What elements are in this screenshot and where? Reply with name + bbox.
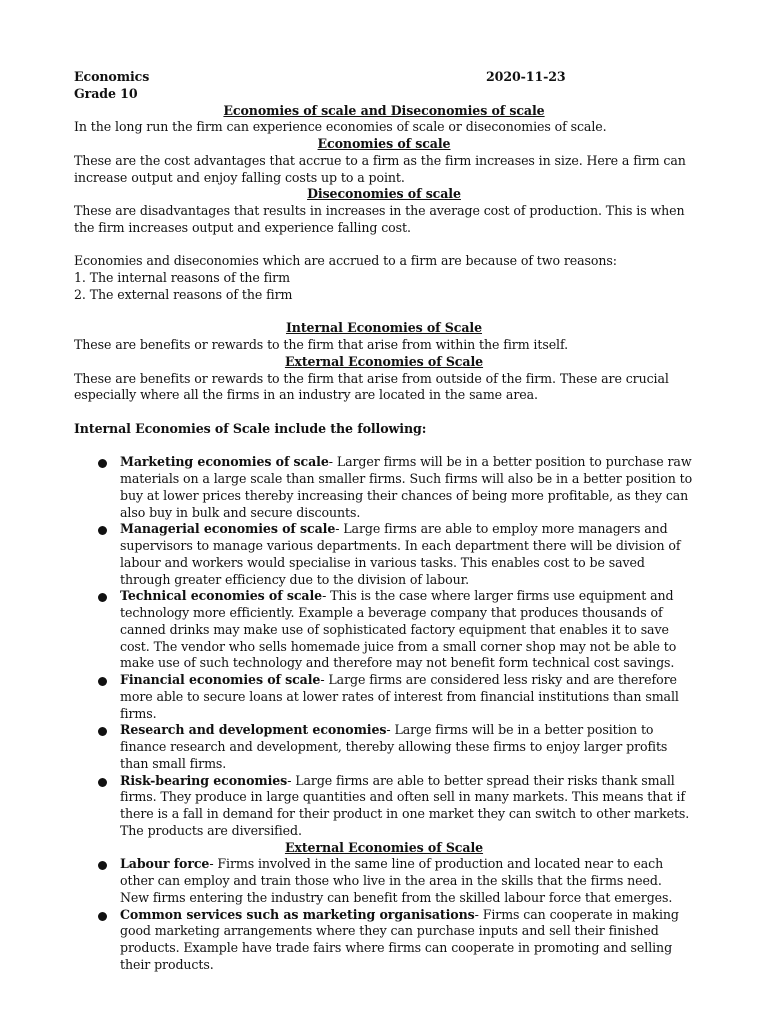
list-item-desc: - Larger firms will be in a better position to purchase raw materials on a large scale than smaller firms. Such firms will also be in a better position to buy at lower prices thereby increasing their chances of being more profitable, as they can also buy in bulk and secure discounts. bbox=[120, 454, 693, 520]
external-heading: External Economies of Scale bbox=[284, 353, 484, 369]
list-item-term: Managerial economies of scale bbox=[120, 521, 336, 537]
list-item-term: Financial economies of scale bbox=[120, 672, 321, 687]
list-item-desc: - Large firms are able to employ more managers and supervisors to manage various departments. In each department there will be division of labour and workers would specialise in various tasks. This enables cost to be saved through greater efficiency due to the division of labour. bbox=[120, 521, 681, 587]
internal-economies-list bbox=[74, 454, 694, 839]
list-item-term: Research and development economies bbox=[120, 722, 387, 738]
economies-paragraph: These are the cost advantages that accrue to a firm as the firm increases in size. Here a firm can increase output and enjoy falling costs up to a point. bbox=[74, 152, 686, 185]
document-page bbox=[74, 69, 694, 974]
bullet-icon bbox=[98, 727, 107, 736]
list-item-desc: - Large firms will be in a better position to finance research and development, thereby allowing these firms to enjoy larger profits than small firms. bbox=[120, 722, 668, 771]
list-item-term: Marketing economies of scale bbox=[120, 454, 329, 470]
list-item bbox=[74, 773, 694, 840]
external-paragraph: These are benefits or rewards to the firm that arise from outside of the firm. These are crucial especially where all the firms in an industry are located in the same area. bbox=[74, 370, 669, 403]
list-item bbox=[74, 722, 694, 772]
list-item bbox=[74, 856, 694, 906]
list-item-desc: - Large firms are able to better spread their risks thank small firms. They produce in large quantities and often sell in many markets. This means that if there is a fall in demand for their product in one market they can switch to other markets. The products are diversified. bbox=[120, 772, 690, 838]
list-item-desc: - Large firms are considered less risky and are therefore more able to secure loans at lower rates of interest from financial institutions than small firms. bbox=[120, 672, 679, 721]
list-item bbox=[74, 521, 694, 588]
economies-heading: Economies of scale bbox=[317, 136, 451, 151]
subject-label: Economics bbox=[74, 69, 150, 84]
list-item bbox=[74, 454, 694, 521]
bullet-icon bbox=[98, 459, 107, 468]
spacer bbox=[74, 404, 694, 421]
date-label: 2020-11-23 bbox=[486, 69, 566, 84]
diseconomies-heading: Diseconomies of scale bbox=[307, 186, 461, 202]
list-item-desc: - Firms can cooperate in making good marketing arrangements where they can purchase inputs and sell their finished products. Example have trade fairs where firms can cooperate in promoting and selling their products. bbox=[120, 906, 679, 972]
internal-heading: Internal Economies of Scale bbox=[285, 320, 483, 336]
list-item-term: Risk-bearing economies bbox=[120, 772, 288, 788]
internal-list-heading: Internal Economies of Scale include the following: bbox=[74, 420, 427, 436]
spacer bbox=[74, 304, 694, 321]
external-list-heading: External Economies of Scale bbox=[284, 839, 484, 855]
reasons-intro: Economies and diseconomies which are accrued to a firm are because of two reasons: bbox=[74, 253, 617, 269]
spacer bbox=[74, 237, 694, 254]
list-item-desc: - This is the case where larger firms use equipment and technology more efficiently. Example a beverage company that produces thousands of canned drinks may make use of sophisticated factory equipment that enables it to save cost. The vendor who sells homemade juice from a small corner shop may not be able to make use of such technology and therefore may not benefit form technical cost savings. bbox=[120, 588, 677, 671]
bullet-icon bbox=[98, 861, 107, 870]
list-item-term: Common services such as marketing organisations bbox=[120, 906, 475, 922]
list-item bbox=[74, 672, 694, 722]
list-item bbox=[74, 907, 694, 974]
bullet-icon bbox=[98, 593, 107, 602]
intro-paragraph: In the long run the firm can experience economies of scale or diseconomies of scale. bbox=[74, 119, 607, 135]
header-row bbox=[74, 69, 694, 86]
internal-paragraph: These are benefits or rewards to the firm that arise from within the firm itself. bbox=[74, 337, 568, 352]
list-item bbox=[74, 588, 694, 672]
bullet-icon bbox=[98, 526, 107, 535]
bullet-icon bbox=[98, 912, 107, 921]
reason-item: 2. The external reasons of the firm bbox=[74, 286, 293, 302]
bullet-icon bbox=[98, 778, 107, 787]
external-economies-list bbox=[74, 856, 694, 973]
diseconomies-paragraph: These are disadvantages that results in increases in the average cost of production. This is when the firm increases output and experience falling cost. bbox=[74, 203, 685, 235]
spacer bbox=[74, 438, 694, 455]
list-item-term: Technical economies of scale bbox=[120, 588, 323, 604]
list-item-desc: - Firms involved in the same line of production and located near to each other can employ and train those who live in the area in the skills that the firms need. New firms entering the industry can benefit from the skilled labour force that emerges. bbox=[120, 856, 673, 905]
grade-label: Grade 10 bbox=[74, 85, 138, 101]
bullet-icon bbox=[98, 677, 107, 686]
list-item-term: Labour force bbox=[120, 856, 210, 872]
document-title: Economies of scale and Diseconomies of scale bbox=[223, 102, 545, 118]
reason-item: 1. The internal reasons of the firm bbox=[74, 270, 290, 285]
